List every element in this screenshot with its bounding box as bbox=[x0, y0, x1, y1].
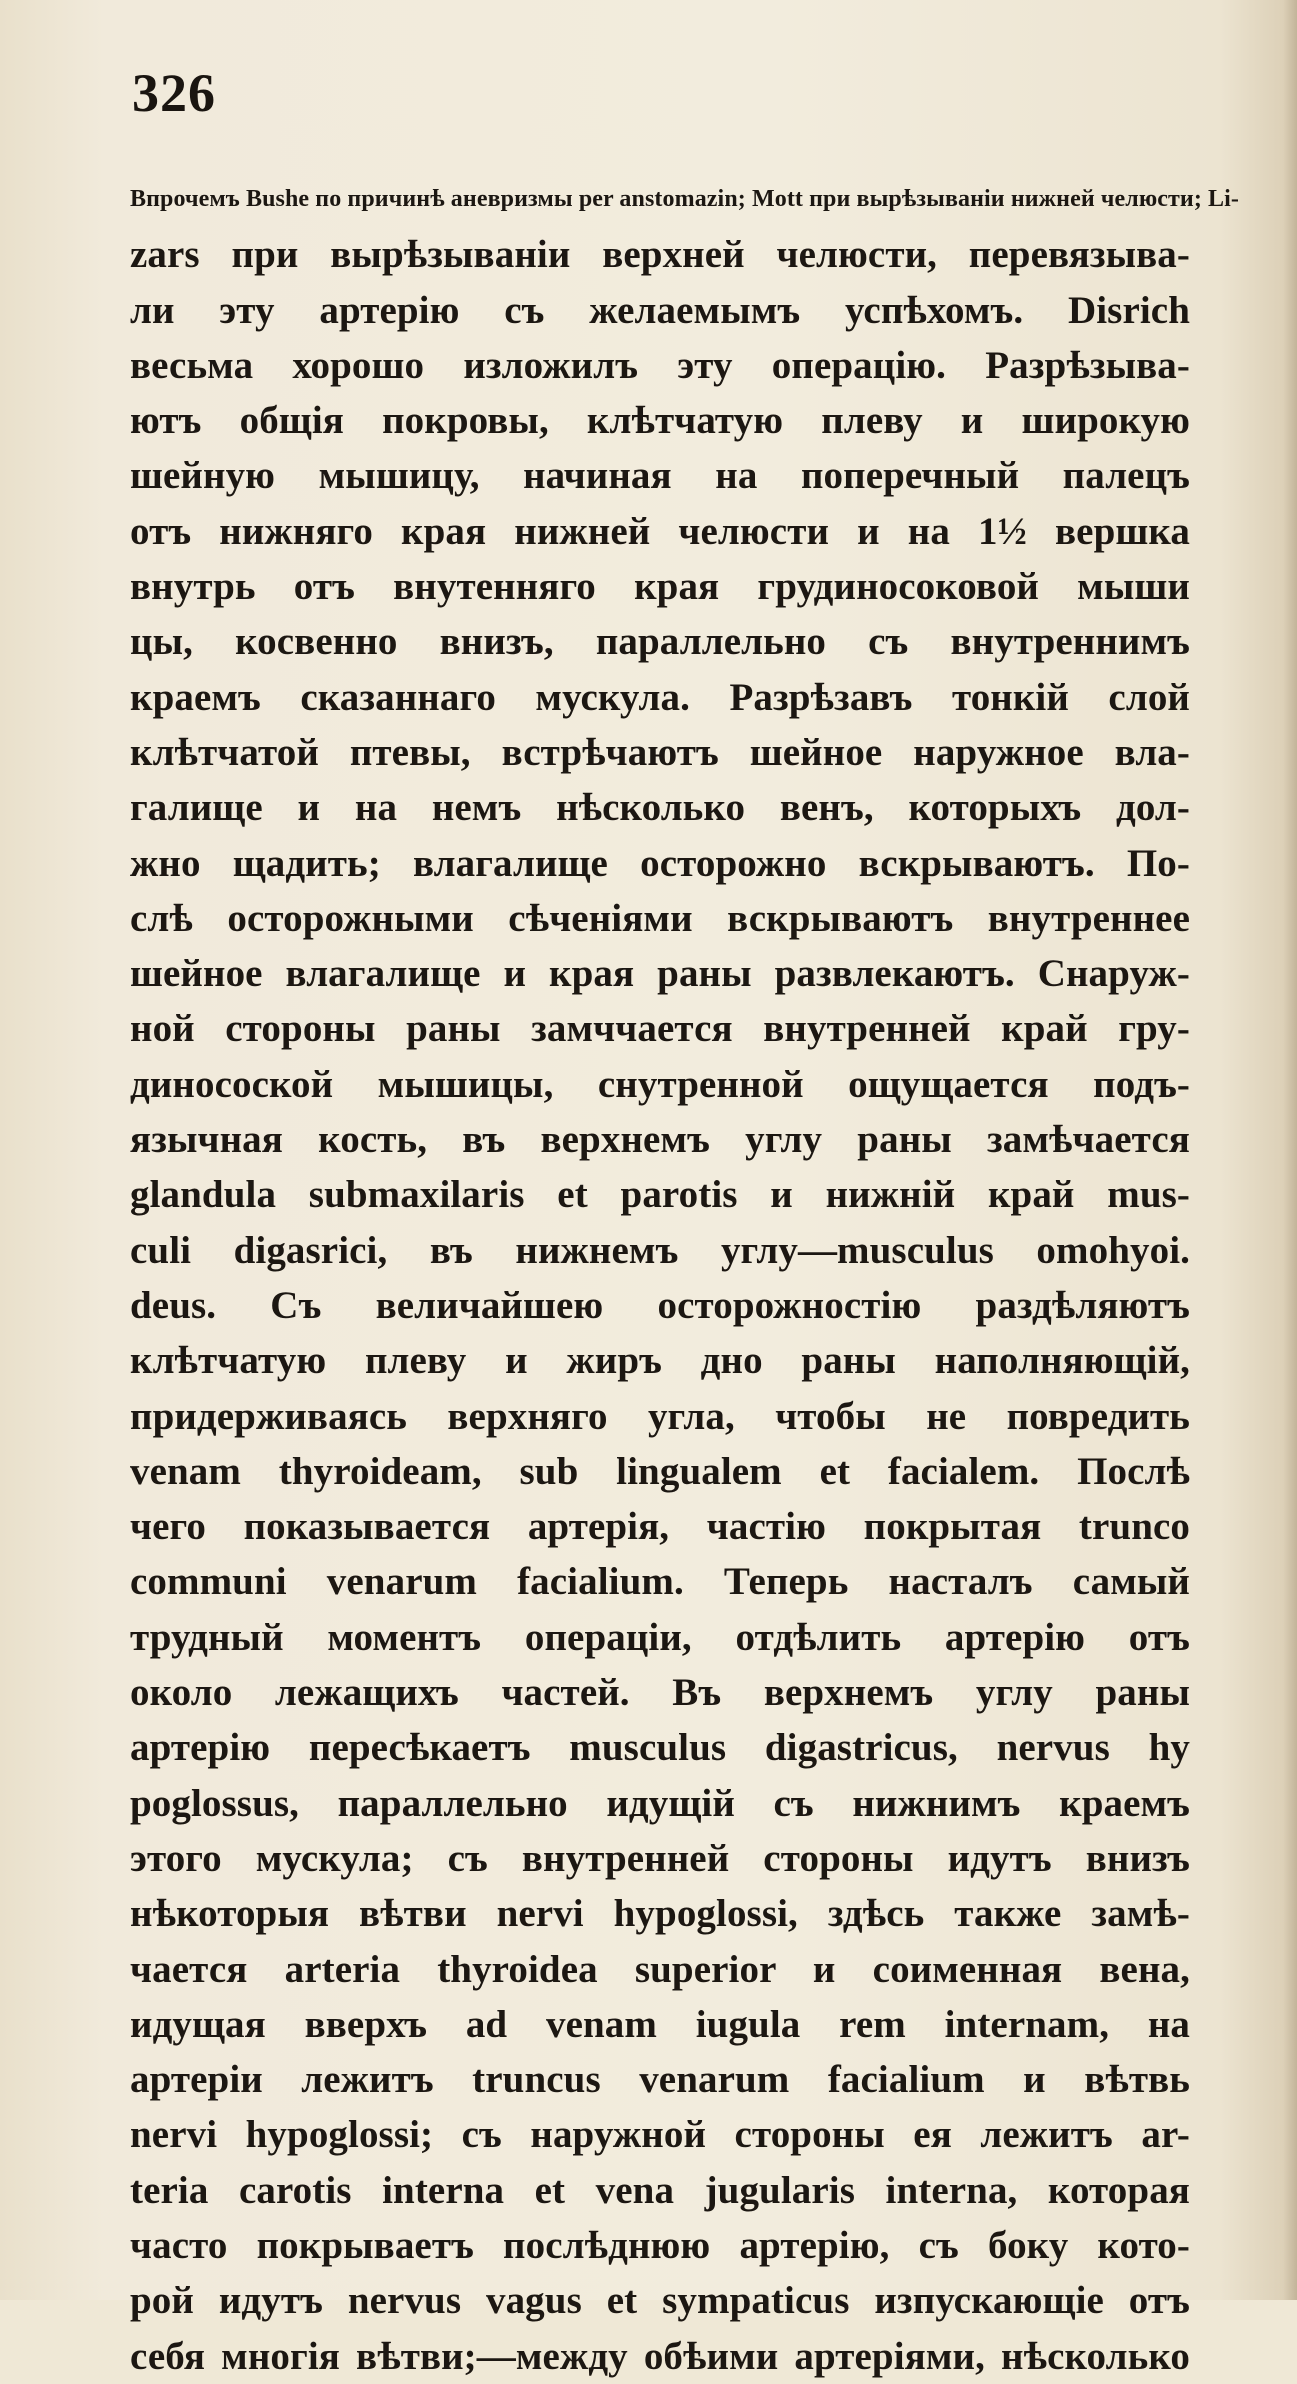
text-line: часто покрываетъ послѣднюю артерію, съ боку кото- bbox=[130, 2223, 1190, 2267]
text-line: язычная кость, въ верхнемъ углу раны замѣчается bbox=[130, 1118, 1190, 1162]
text-line: клѣтчатой птевы, встрѣчаютъ шейное наружное вла- bbox=[130, 730, 1190, 774]
text-line: teria carotis interna et vena jugularis interna, которая bbox=[130, 2168, 1190, 2212]
text-line: ной стороны раны замччается внутренней край гру- bbox=[130, 1007, 1190, 1051]
text-line: рой идутъ nervus vagus et sympaticus изпускающіе отъ bbox=[130, 2279, 1190, 2323]
text-line: около лежащихъ частей. Въ верхнемъ углу раны bbox=[130, 1671, 1190, 1715]
text-line: галище и на немъ нѣсколько венъ, которыхъ дол- bbox=[130, 786, 1190, 830]
text-line: слѣ осторожными сѣченіями вскрываютъ внутреннее bbox=[130, 896, 1190, 940]
text-line: краемъ сказаннаго мускула. Разрѣзавъ тонкій слой bbox=[130, 675, 1190, 719]
text-line: glandula submaxilaris et parotis и нижній край mus- bbox=[130, 1173, 1190, 1217]
text-line: внутрь отъ внутенняго края грудиносоковой мыши bbox=[130, 565, 1190, 609]
text-line: communi venarum facialium. Теперь насталъ самый bbox=[130, 1560, 1190, 1604]
text-line: артерію пересѣкаетъ musculus digastricus, nervus hy bbox=[130, 1726, 1190, 1770]
text-line: нѣкоторыя вѣтви nervi hypoglossi, здѣсь также замѣ- bbox=[130, 1892, 1190, 1936]
text-line: шейное влагалище и края раны развлекаютъ. Снаруж- bbox=[130, 952, 1190, 996]
text-line: себя многія вѣтви;—между обѣими артеріями, нѣсколько bbox=[130, 2334, 1190, 2378]
text-line: трудный моментъ операціи, отдѣлить артерію отъ bbox=[130, 1615, 1190, 1659]
text-line: чего показывается артерія, частію покрытая trunco bbox=[130, 1505, 1190, 1549]
text-line: отъ нижняго края нижней челюсти и на 1½ вершка bbox=[130, 509, 1190, 553]
text-line: чается arteria thyroidea superior и соименная вена, bbox=[130, 1947, 1190, 1991]
text-line: артеріи лежитъ truncus venarum facialium и вѣтвь bbox=[130, 2058, 1190, 2102]
text-line: диносоской мышицы, снутренной ощущается подъ- bbox=[130, 1062, 1190, 1106]
text-line: цы, косвенно внизъ, параллельно съ внутреннимъ bbox=[130, 620, 1190, 664]
text-line: жно щадить; влагалище осторожно вскрываютъ. По- bbox=[130, 841, 1190, 885]
text-line: venam thyroideam, sub lingualem et facialem. Послѣ bbox=[130, 1449, 1190, 1493]
text-line: nervi hypoglossi; съ наружной стороны ея лежитъ ar- bbox=[130, 2113, 1190, 2157]
text-line: клѣтчатую плеву и жиръ дно раны наполняющій, bbox=[130, 1339, 1190, 1383]
text-line: Впрочемъ Bushe по причинѣ аневризмы per anstomazin; Mott при вырѣзываніи нижней челюсти; Li- bbox=[130, 186, 1240, 212]
text-line: идущая вверхъ ad venam iugula rem internam, на bbox=[130, 2002, 1190, 2046]
text-line: придерживаясь верхняго угла, чтобы не повредить bbox=[130, 1394, 1190, 1438]
body-text bbox=[130, 172, 1240, 2384]
text-line: шейную мышицу, начиная на поперечный палецъ bbox=[130, 454, 1190, 498]
text-line: poglossus, параллельно идущій съ нижнимъ краемъ bbox=[130, 1781, 1190, 1825]
text-line: ютъ общія покровы, клѣтчатую плеву и широкую bbox=[130, 399, 1190, 443]
text-line: этого мускула; съ внутренней стороны идутъ внизъ bbox=[130, 1836, 1190, 1880]
text-line: ли эту артерію съ желаемымъ успѣхомъ. Disrich bbox=[130, 288, 1190, 332]
text-line: culi digasrici, въ нижнемъ углу—musculus omohyoi. bbox=[130, 1228, 1190, 1272]
page-edge-shadow bbox=[1283, 0, 1297, 2300]
text-line: zars при вырѣзываніи верхней челюсти, перевязыва- bbox=[130, 233, 1190, 277]
page-number: 326 bbox=[132, 63, 216, 123]
text-line: deus. Съ величайшею осторожностію раздѣляютъ bbox=[130, 1283, 1190, 1327]
text-line: весьма хорошо изложилъ эту операцію. Разрѣзыва- bbox=[130, 343, 1190, 387]
